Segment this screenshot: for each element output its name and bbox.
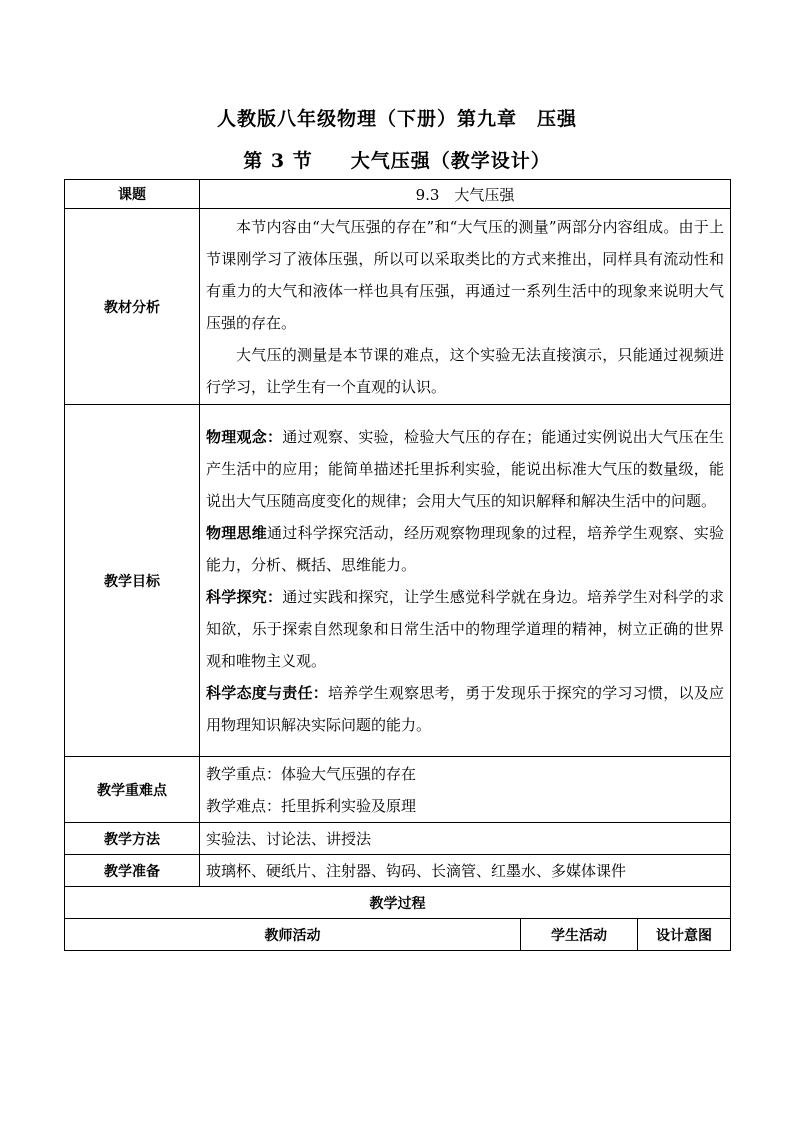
row-process <box>65 887 731 919</box>
prep-value: 玻璃杯、硬纸片、注射器、钩码、长滴管、红墨水、多媒体课件 <box>200 855 731 887</box>
key-points-content <box>200 757 731 823</box>
process-label: 教学过程 <box>65 887 731 919</box>
key-point-difficulty: 教学难点：托里拆利实验及原理 <box>206 796 417 815</box>
goal-physics-thinking <box>206 517 724 581</box>
section-number: 第 3 节 <box>243 150 313 172</box>
row-process-header <box>65 919 731 951</box>
goal-attitude-responsibility-text: 培养学生观察思考，勇于发现乐于探究的学习习惯，以及应用物理知识解决实际问题的能力。 <box>206 683 724 734</box>
methods-label: 教学方法 <box>65 823 200 855</box>
analysis-paragraph-1: 本节内容由“大气压强的存在”和“大气压的测量”两部分内容组成。由于上节课刚学习了液体压强，所以可以采取类比的方式来推出，同样具有流动性和有重力的大气和液体一样也具有压强，再通过一系列生活中的现象来说明大气压强的存在。 <box>206 217 725 332</box>
goal-physics-concept <box>206 421 724 517</box>
topic-label: 课题 <box>65 180 200 209</box>
goal-scientific-inquiry-text: 通过实践和探究，让学生感觉科学就在身边。培养学生对科学的求知欲，乐于探索自然现象和日常生活中的物理学道理的精神，树立正确的世界观和唯物主义观。 <box>206 587 725 670</box>
goal-physics-thinking-heading: 物理思维 <box>206 523 267 542</box>
document-title: 人教版八年级物理（下册）第九章 压强 <box>216 108 577 130</box>
design-intent-header: 设计意图 <box>638 919 731 951</box>
goal-physics-concept-heading: 物理观念： <box>206 427 283 446</box>
goal-attitude-responsibility-heading: 科学态度与责任： <box>206 683 328 702</box>
topic-value: 9.3 大气压强 <box>200 180 731 209</box>
document-subtitle <box>0 146 794 173</box>
row-key-points <box>65 757 731 823</box>
goals-content <box>200 405 731 757</box>
goal-attitude-responsibility <box>206 677 724 741</box>
key-point-focus: 教学重点：体验大气压强的存在 <box>206 764 417 783</box>
row-prep <box>65 855 731 887</box>
row-analysis <box>65 209 731 405</box>
goal-physics-concept-text: 通过观察、实验，检验大气压的存在；能通过实例说出大气压在生产生活中的应用；能简单描述托里拆利实验，能说出标准大气压的数量级，能说出大气压随高度变化的规律；会用大气压的知识解释和解决生活中的问题。 <box>206 427 725 510</box>
row-topic <box>65 180 731 209</box>
goals-label: 教学目标 <box>65 405 200 757</box>
goal-physics-thinking-text: 通过科学探究活动，经历观察物理现象的过程，培养学生观察、实验能力，分析、概括、思维能力。 <box>206 523 724 574</box>
section-topic: 大气压强（教学设计） <box>350 150 551 172</box>
analysis-paragraph-2: 大气压的测量是本节课的难点，这个实验无法直接演示，只能通过视频进行学习，让学生有一个直观的认识。 <box>206 345 725 396</box>
analysis-label: 教材分析 <box>65 209 200 405</box>
goal-scientific-inquiry-heading: 科学探究： <box>206 587 283 606</box>
row-goals <box>65 405 731 757</box>
methods-value: 实验法、讨论法、讲授法 <box>200 823 731 855</box>
goal-scientific-inquiry <box>206 581 724 677</box>
analysis-content <box>200 209 731 405</box>
student-activity-header: 学生活动 <box>521 919 638 951</box>
lesson-plan-table <box>64 179 731 951</box>
key-points-label: 教学重难点 <box>65 757 200 823</box>
teacher-activity-header: 教师活动 <box>65 919 521 951</box>
row-methods <box>65 823 731 855</box>
prep-label: 教学准备 <box>65 855 200 887</box>
